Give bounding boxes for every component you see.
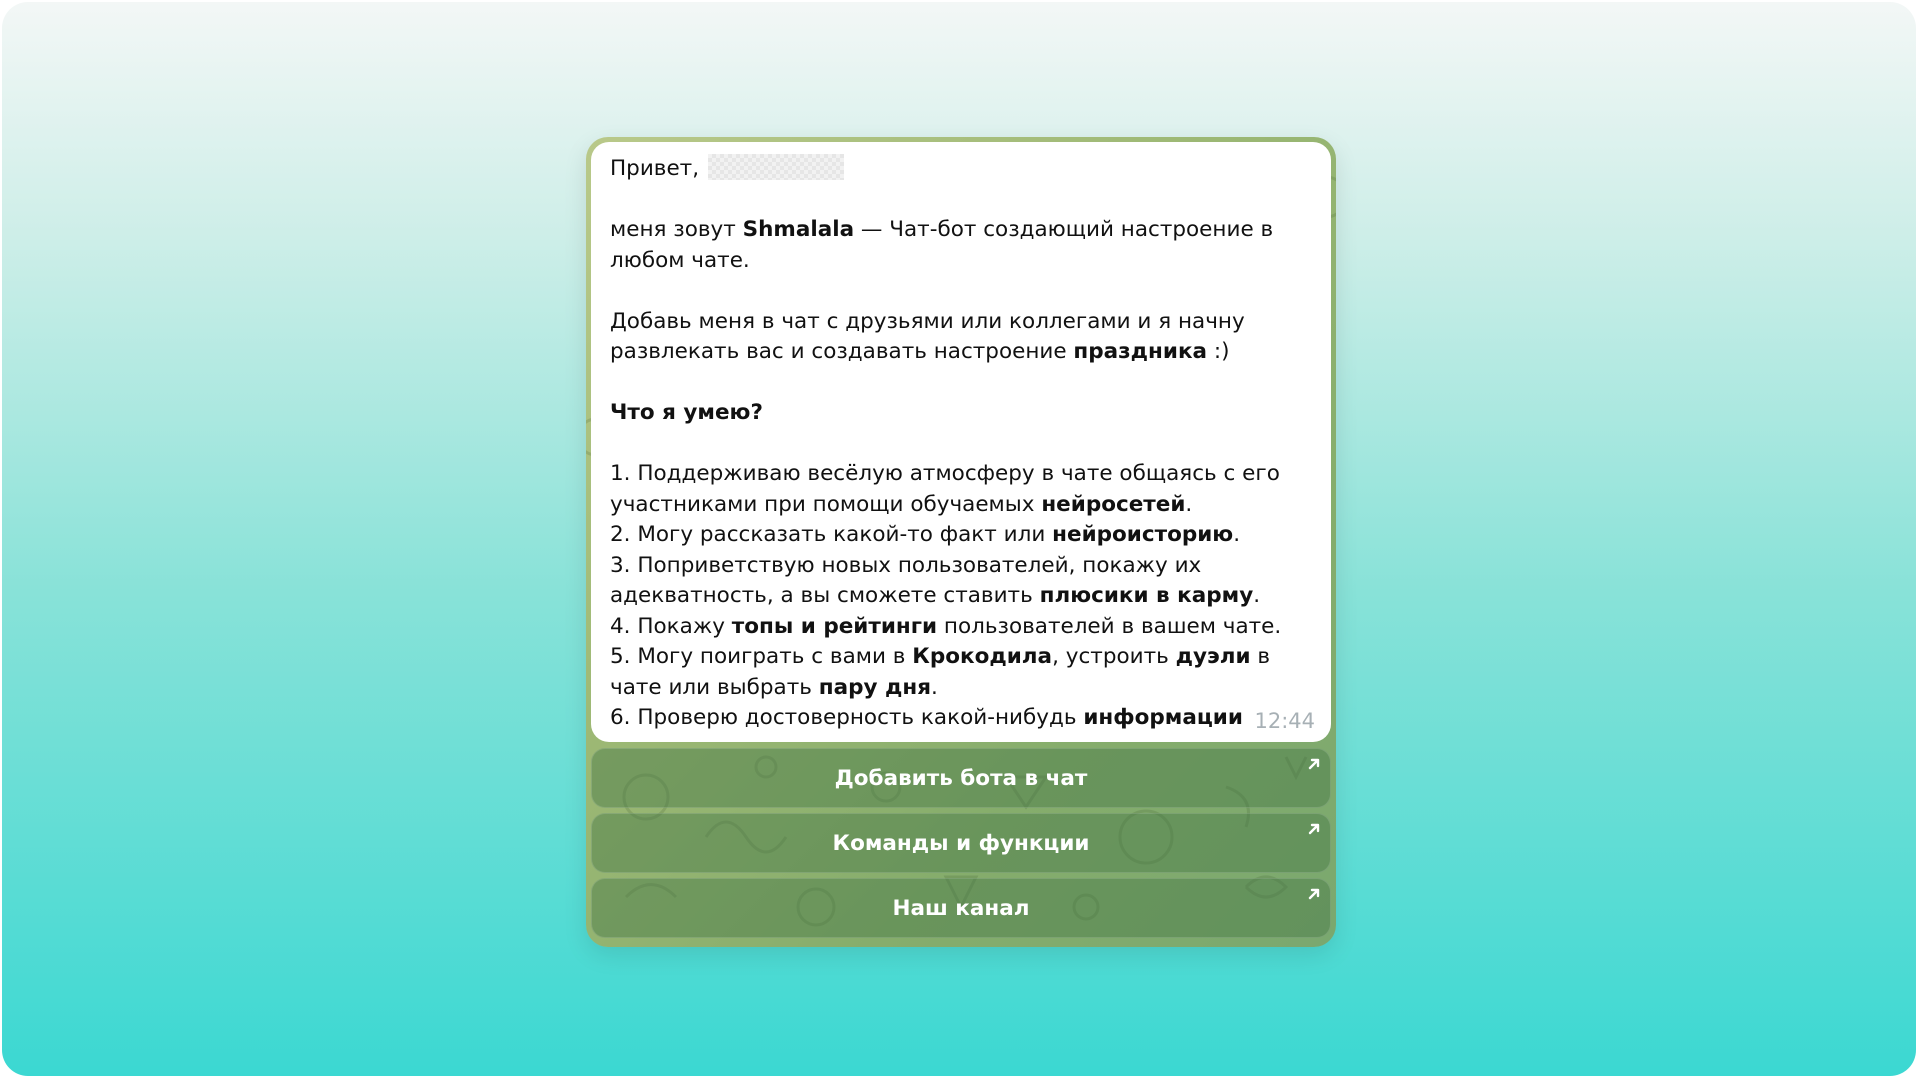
page-background — [2, 2, 1916, 1076]
invite-bold: праздника — [1073, 339, 1208, 364]
message-bubble — [591, 142, 1331, 742]
item-text: в чате или выбрать — [610, 644, 1271, 700]
item-bold: плюсики в карму — [1039, 583, 1254, 608]
item-text: 4. Покажу — [610, 613, 732, 639]
external-link-arrow-icon — [1307, 887, 1321, 901]
capability-item-4 — [610, 612, 1313, 643]
our-channel-button[interactable] — [591, 878, 1331, 938]
capability-item-3 — [610, 551, 1313, 612]
item-text: 3. Поприветствую новых пользователей, покажу их адекватность, а вы сможете ставить — [610, 552, 1202, 608]
invite-text: Добавь меня в чат с друзьями или коллегами и я начну развлекать вас и создавать настроение — [610, 308, 1245, 364]
greeting-line — [610, 154, 1313, 185]
capability-item-5 — [610, 642, 1313, 703]
item-bold: Крокодила — [912, 644, 1053, 669]
bot-name: Shmalala — [742, 217, 855, 242]
capabilities-heading-text: Что я умею? — [610, 400, 763, 425]
intro-text: меня зовут — [610, 217, 743, 242]
item-bold: топы и рейтинги — [731, 613, 938, 639]
intro-text-end: — Чат-бот создающий настроение в любом чате. — [610, 217, 1274, 273]
item-text: 2. Могу рассказать какой-то факт или — [610, 522, 1053, 547]
invite-paragraph — [610, 307, 1313, 368]
item-bold: нейросетей — [1041, 491, 1186, 517]
capability-item-6 — [610, 703, 1313, 734]
item-bold: пару дня — [818, 674, 932, 700]
capability-item-1 — [610, 459, 1313, 520]
item-text: . — [1253, 583, 1261, 608]
greeting-text: Привет, — [610, 156, 700, 181]
item-text: пользователей в вашем чате. — [937, 613, 1282, 639]
message-time: 12:44 — [1254, 708, 1315, 733]
button-label: Добавить бота в чат — [834, 765, 1088, 791]
item-bold: информации — [1083, 705, 1243, 730]
add-bot-to-chat-button[interactable] — [591, 748, 1331, 808]
redacted-username — [708, 154, 844, 180]
button-label: Команды и функции — [832, 830, 1090, 856]
capabilities-heading — [610, 398, 1313, 429]
item-bold: дуэли — [1175, 644, 1251, 669]
item-text: 1. Поддерживаю весёлую атмосферу в чате общаясь с его участниками при помощи обучаемых — [610, 461, 1280, 517]
item-bold: нейроисторию — [1052, 522, 1234, 547]
item-text: . — [931, 674, 938, 700]
item-text: , устроить — [1052, 644, 1176, 669]
capability-item-2 — [610, 520, 1313, 551]
button-label: Наш канал — [892, 895, 1030, 921]
commands-and-functions-button[interactable] — [591, 813, 1331, 873]
item-text: . — [1185, 491, 1193, 517]
external-link-arrow-icon — [1307, 822, 1321, 836]
chat-window — [586, 137, 1336, 947]
item-text: . — [1233, 522, 1241, 547]
intro-paragraph — [610, 215, 1313, 276]
item-text: 6. Проверю достоверность какой-нибудь — [610, 705, 1084, 730]
item-text: 5. Могу поиграть с вами в — [610, 644, 913, 669]
invite-text-end: :) — [1207, 339, 1230, 364]
external-link-arrow-icon — [1307, 757, 1321, 771]
